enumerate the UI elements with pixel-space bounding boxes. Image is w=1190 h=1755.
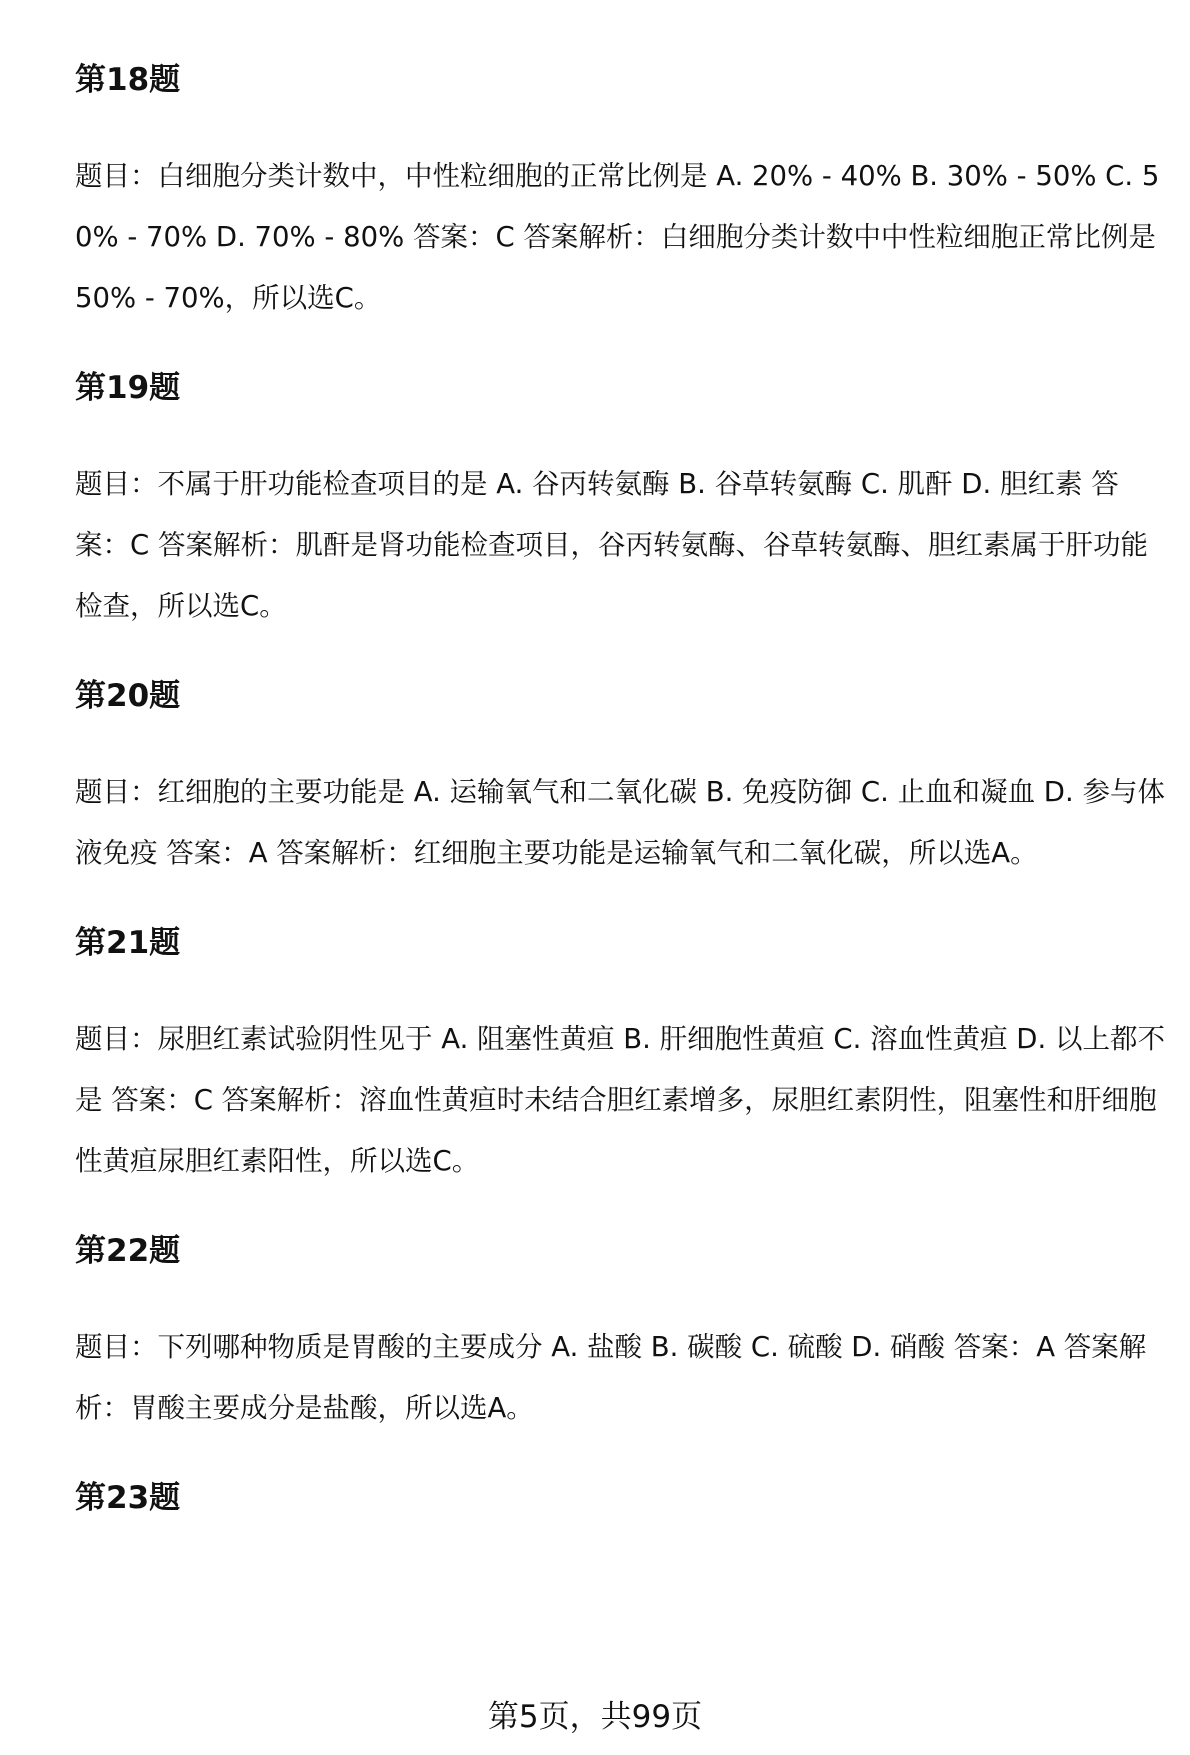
question-title: 第23题 (75, 1480, 181, 1516)
question-list (75, 58, 1170, 1564)
question-20 (75, 674, 1170, 884)
question-18 (75, 58, 1170, 329)
question-19 (75, 366, 1170, 637)
question-21 (75, 921, 1170, 1192)
question-body: 题目：下列哪种物质是胃酸的主要成分 A. 盐酸 B. 碳酸 C. 硫酸 D. 硝酸 答案：A 答案解析：胃酸主要成分是盐酸，所以选A。 (75, 1331, 1147, 1424)
question-22 (75, 1229, 1170, 1439)
question-title: 第20题 (75, 678, 181, 714)
question-body: 题目：白细胞分类计数中，中性粒细胞的正常比例是 A. 20% - 40% B. 30% - 50% C. 50% - 70% D. 70% - 80% 答案：C 答案解析：白细胞分类计数中中性粒细胞正常比例是50% - 70%，所以选C。 (75, 160, 1160, 314)
question-body: 题目：红细胞的主要功能是 A. 运输氧气和二氧化碳 B. 免疫防御 C. 止血和凝血 D. 参与体液免疫 答案：A 答案解析：红细胞主要功能是运输氧气和二氧化碳，所以选A。 (75, 776, 1165, 869)
question-body: 题目：尿胆红素试验阴性见于 A. 阻塞性黄疸 B. 肝细胞性黄疸 C. 溶血性黄疸 D. 以上都不是 答案：C 答案解析：溶血性黄疸时未结合胆红素增多，尿胆红素阴性，阻塞性和肝细胞性黄疸尿胆红素阳性，所以选C。 (75, 1023, 1165, 1177)
question-23 (75, 1476, 1170, 1520)
question-body: 题目：不属于肝功能检查项目的是 A. 谷丙转氨酶 B. 谷草转氨酶 C. 肌酐 D. 胆红素 答案：C 答案解析：肌酐是肾功能检查项目，谷丙转氨酶、谷草转氨酶、胆红素属于肝功能检查，所以选C。 (75, 468, 1148, 622)
question-title: 第22题 (75, 1233, 181, 1269)
question-title: 第19题 (75, 370, 181, 406)
question-title: 第21题 (75, 925, 181, 961)
question-title: 第18题 (75, 62, 181, 98)
page-number: 第5页，共99页 (487, 1699, 703, 1735)
